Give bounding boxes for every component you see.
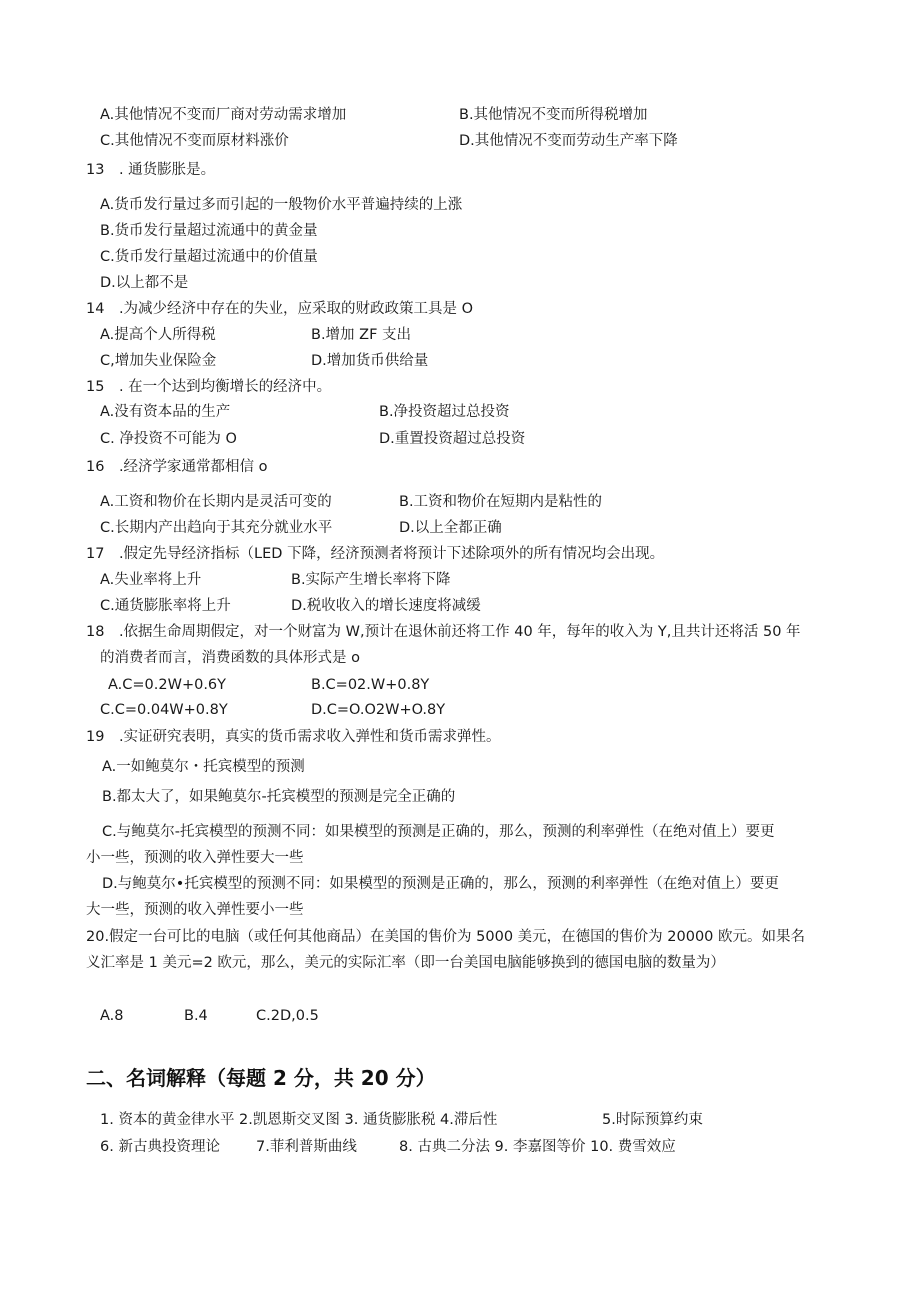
q20-option-a: A.8 [100, 1008, 124, 1024]
q18-stem-line1: 18 .依据生命周期假定，对一个财富为 W,预计在退休前还将工作 40 年，每年的收入为 Y,且共计还将活 50 年 [86, 624, 801, 640]
q19-option-d-line1: D.与鲍莫尔•托宾模型的预测不同：如果模型的预测是正确的，那么，预测的利率弹性（在绝对值上）要更 [102, 876, 779, 892]
q14-option-c: C,增加失业保险金 [100, 353, 217, 369]
q13-stem: 13 . 通货膨胀是。 [86, 162, 216, 178]
q12-option-a: A.其他情况不变而厂商对劳动需求增加 [100, 107, 347, 123]
q12-option-c: C.其他情况不变而原材料涨价 [100, 133, 289, 149]
q15-option-d: D.重置投资超过总投资 [379, 431, 526, 447]
glossary-term-6: 6. 新古典投资理论 [100, 1139, 220, 1155]
q17-option-b: B.实际产生增长率将下降 [291, 572, 451, 588]
q14-option-a: A.提高个人所得税 [100, 327, 216, 343]
glossary-terms-8-10: 8. 古典二分法 9. 李嘉图等价 10. 费雪效应 [399, 1139, 676, 1155]
q20-stem-line2: 义汇率是 1 美元=2 欧元，那么，美元的实际汇率（即一台美国电脑能够换到的德国电脑的数量为） [86, 955, 725, 971]
q13-option-c: C.货币发行量超过流通中的价值量 [100, 249, 318, 265]
q16-option-d: D.以上全都正确 [399, 520, 502, 536]
q16-option-c: C.长期内产出趋向于其充分就业水平 [100, 520, 333, 536]
q12-option-d: D.其他情况不变而劳动生产率下降 [459, 133, 678, 149]
q19-option-b: B.都太大了，如果鲍莫尔-托宾模型的预测是完全正确的 [102, 789, 456, 805]
q20-option-c: C.2D,0.5 [256, 1008, 319, 1024]
q12-option-b: B.其他情况不变而所得税增加 [459, 107, 648, 123]
q13-option-d: D.以上都不是 [100, 275, 189, 291]
glossary-term-7: 7.菲利普斯曲线 [256, 1139, 357, 1155]
q17-option-d: D.税收收入的增长速度将减缓 [291, 598, 481, 614]
q19-option-c-line2: 小一些，预测的收入弹性要大一些 [86, 850, 304, 866]
q17-option-c: C.通货膨胀率将上升 [100, 598, 231, 614]
glossary-term-5: 5.时际预算约束 [602, 1112, 703, 1128]
q14-stem: 14 .为减少经济中存在的失业，应采取的财政政策工具是 O [86, 301, 474, 317]
q15-option-c: C. 净投资不可能为 O [100, 431, 237, 447]
q19-option-d-line2: 大一些，预测的收入弹性要小一些 [86, 902, 304, 918]
q17-option-a: A.失业率将上升 [100, 572, 202, 588]
q16-option-a: A.工资和物价在长期内是灵活可变的 [100, 494, 332, 510]
q17-stem: 17 .假定先导经济指标（LED 下降，经济预测者将预计下述除项外的所有情况均会出现。 [86, 546, 665, 562]
q19-option-a: A.一如鲍莫尔・托宾模型的预测 [102, 759, 305, 775]
q15-option-b: B.净投资超过总投资 [379, 404, 510, 420]
q18-option-c: C.C=0.04W+0.8Y [100, 702, 228, 718]
q15-option-a: A.没有资本品的生产 [100, 404, 231, 420]
q18-option-a: A.C=0.2W+0.6Y [108, 677, 227, 693]
q20-stem-line1: 20.假定一台可比的电脑（或任何其他商品）在美国的售价为 5000 美元，在德国的售价为 20000 欧元。如果名 [86, 929, 806, 945]
q20-option-b: B.4 [184, 1008, 208, 1024]
q16-stem: 16 .经济学家通常都相信 o [86, 459, 268, 475]
section-2-title: 二、名词解释（每题 2 分，共 20 分） [86, 1066, 436, 1090]
q16-option-b: B.工资和物价在短期内是粘性的 [399, 494, 603, 510]
q19-stem: 19 .实证研究表明，真实的货币需求收入弹性和货币需求弹性。 [86, 729, 501, 745]
q19-option-c-line1: C.与鲍莫尔-托宾模型的预测不同：如果模型的预测是正确的，那么，预测的利率弹性（在绝对值上）要更 [102, 824, 775, 840]
q18-option-d: D.C=O.O2W+O.8Y [311, 702, 446, 718]
q13-option-a: A.货币发行量过多而引起的一般物价水平普遍持续的上涨 [100, 197, 463, 213]
q15-stem: 15 . 在一个达到均衡增长的经济中。 [86, 379, 332, 395]
q18-stem-line2: 的消费者而言，消费函数的具体形式是 o [100, 650, 360, 666]
q13-option-b: B.货币发行量超过流通中的黄金量 [100, 223, 318, 239]
q14-option-d: D.增加货币供给量 [311, 353, 429, 369]
q14-option-b: B.增加 ZF 支出 [311, 327, 412, 343]
q18-option-b: B.C=02.W+0.8Y [311, 677, 430, 693]
glossary-terms-1-4: 1. 资本的黄金律水平 2.凯恩斯交叉图 3. 通货膨胀税 4.滞后性 [100, 1112, 498, 1128]
